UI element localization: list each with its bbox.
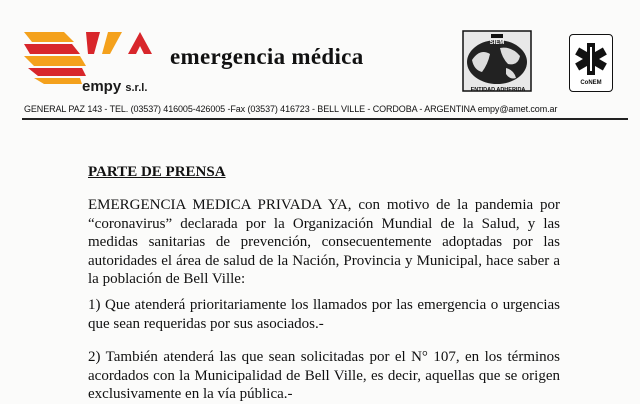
header-divider: [22, 118, 628, 120]
siem-mark: SIEM: [489, 40, 505, 46]
star-of-life-icon: [570, 39, 612, 81]
company-name: [82, 78, 147, 95]
letterhead-address: GENERAL PAZ 143 - TEL. (03537) 416005-426005 -Fax (03537) 416723 - BELL VILLE - CORDOBA - ARGENTINA empy@amet.com.ar: [24, 104, 558, 114]
paragraph-point-1: 1) Que atenderá prioritariamente los llamados por las emergencia o urgencias que sean requeridas por sus asociados.-: [88, 297, 560, 332]
ya-logo-stripes: [24, 32, 86, 84]
paragraph-point-2: 2) También atenderá las que sean solicitadas por el N° 107, en los términos acordados con la Municipalidad de Bell Ville, es decir, aquellas que se origen exclusivamente en la vía pública.-: [88, 349, 560, 402]
ya-logo-letters: [86, 32, 152, 54]
company-suffix: s.r.l.: [125, 82, 148, 94]
siem-label: ENTIDAD ADHERIDA: [470, 87, 526, 93]
document-heading: PARTE DE PRENSA: [88, 164, 226, 180]
company-name-text: empy: [82, 78, 122, 95]
letterhead-title: emergencia médica: [170, 44, 364, 69]
paragraph-intro: EMERGENCIA MEDICA PRIVADA YA, con motivo de la pandemia por “coronavirus” declarada por la Organización Mundial de la Salud, y las medidas sanitarias de prevención, consecuentemente adoptadas por las autoridades el área de salud de la Nación, Provincia y Municipal, hace saber a la población de Bell Ville:: [88, 197, 560, 287]
conem-label: CoNEM: [580, 80, 602, 86]
